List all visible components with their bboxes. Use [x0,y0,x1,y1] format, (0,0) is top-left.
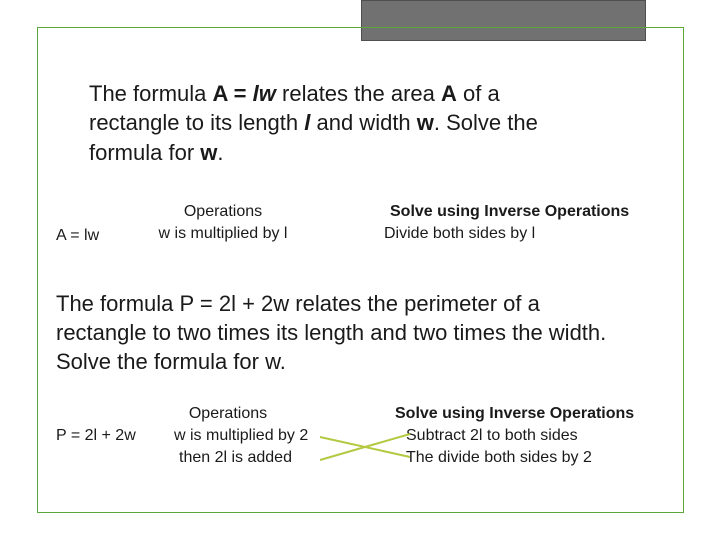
problem1-line1: The formula A = lw relates the area A of a [89,81,500,106]
connector-line-up [320,434,410,460]
problem1-line2: rectangle to its length l and width w. Solve the [89,110,538,135]
problem1-inverse-heading: Solve using Inverse Operations [390,203,630,220]
problem2-line1: The formula P = 2l + 2w relates the perimeter of a [56,291,540,316]
problem2-ops-heading: Operations [188,405,268,422]
problem1-inverse-line1: Divide both sides by l [384,225,536,242]
problem2-ops-line2: then 2l is added [179,449,292,466]
problem2-equation: P = 2l + 2w [56,427,136,444]
problem2-ops-line1: w is multiplied by 2 [174,427,309,444]
problem1-line3: formula for w. [89,140,224,165]
problem2-inverse-line1: Subtract 2l to both sides [406,427,578,444]
problem2-inverse-heading: Solve using Inverse Operations [395,405,635,422]
problem2-line2: rectangle to two times its length and two times the width. [56,320,607,345]
problem2-line3: Solve the formula for w. [56,349,286,374]
problem2-inverse-line2: The divide both sides by 2 [406,449,592,466]
problem1-ops-line1: w is multiplied by l [158,225,288,242]
problem1-equation: A = lw [56,227,100,244]
problem1-ops-heading: Operations [183,203,263,220]
